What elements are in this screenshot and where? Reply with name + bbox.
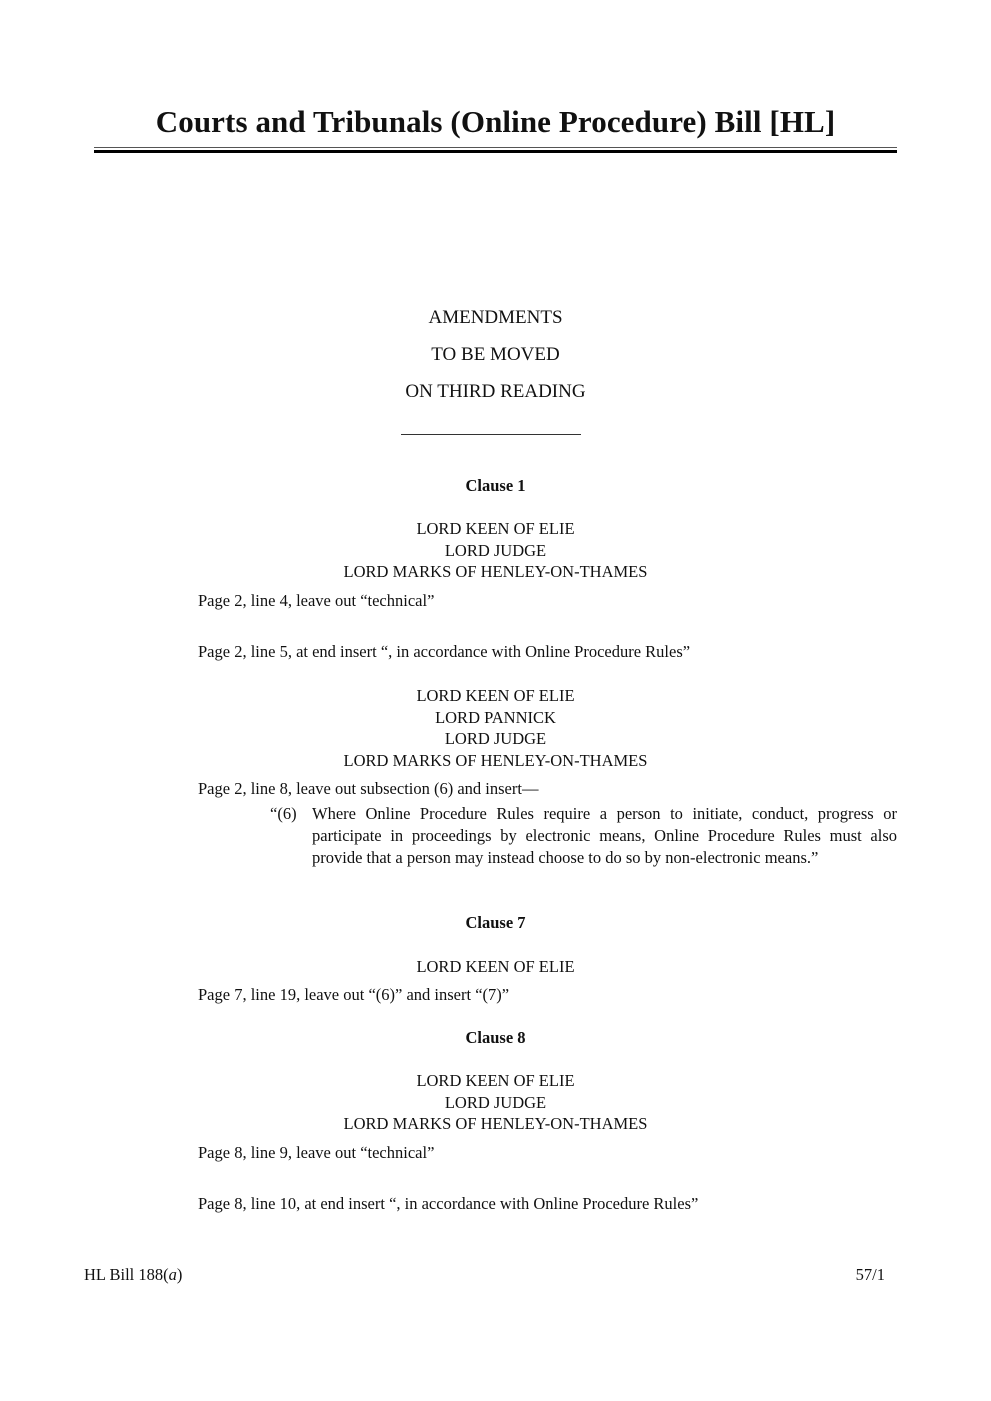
title-rule-thick: [94, 150, 897, 153]
sponsor-list: [94, 1070, 897, 1135]
sponsor-name: LORD KEEN OF ELIE: [416, 519, 575, 538]
document-title: Courts and Tribunals (Online Procedure) Bill [HL]: [155, 104, 836, 139]
sponsor-name: LORD KEEN OF ELIE: [416, 957, 575, 976]
sponsor-list: [94, 685, 897, 771]
heading-line-3: ON THIRD READING: [405, 381, 586, 402]
heading-divider: [401, 434, 581, 435]
inserted-subsection: [270, 803, 897, 869]
amendment-text: Page 2, line 8, leave out subsection (6) and insert—: [198, 779, 539, 798]
sponsor-list: [94, 518, 897, 583]
sponsor-list: [94, 956, 897, 978]
clause-heading: Clause 8: [465, 1028, 526, 1047]
sponsor-name: LORD PANNICK: [435, 707, 556, 727]
sponsor-name: LORD KEEN OF ELIE: [416, 1071, 575, 1090]
amendment-text: Page 7, line 19, leave out “(6)” and insert “(7)”: [198, 985, 510, 1004]
bill-reference: [84, 1265, 182, 1285]
amendment-text: Page 8, line 10, at end insert “, in accordance with Online Procedure Rules”: [198, 1194, 699, 1213]
amendment-text: Page 8, line 9, leave out “technical”: [198, 1143, 435, 1162]
bill-ref-prefix: HL Bill 188(: [84, 1265, 169, 1284]
sponsor-name: LORD MARKS OF HENLEY-ON-THAMES: [343, 562, 648, 581]
amendment-text: Page 2, line 4, leave out “technical”: [198, 591, 435, 610]
sponsor-name: LORD JUDGE: [444, 729, 547, 748]
subsection-number: “(6): [270, 804, 297, 823]
sponsor-name: LORD MARKS OF HENLEY-ON-THAMES: [343, 1114, 648, 1133]
bill-ref-suffix: ): [176, 1265, 183, 1284]
sponsor-name: LORD JUDGE: [444, 1092, 547, 1112]
clause-heading: Clause 7: [465, 913, 526, 932]
heading-line-2: TO BE MOVED: [431, 344, 560, 365]
clause-heading: Clause 1: [465, 476, 526, 495]
title-rule-thin: [94, 147, 897, 148]
page-reference: 57/1: [855, 1265, 885, 1284]
heading-line-1: AMENDMENTS: [428, 307, 563, 328]
sponsor-name: LORD MARKS OF HENLEY-ON-THAMES: [343, 750, 648, 770]
sponsor-name: LORD KEEN OF ELIE: [416, 686, 575, 705]
amendment-text: Page 2, line 5, at end insert “, in accordance with Online Procedure Rules”: [198, 642, 691, 661]
sponsor-name: LORD JUDGE: [444, 540, 547, 560]
bill-ref-italic: a: [168, 1265, 177, 1284]
subsection-text: Where Online Procedure Rules require a person to initiate, conduct, progress or participate in proceedings by electronic means, Online Procedure Rules must also provide that a person may instead choose to do so by non-electronic means.”: [312, 804, 897, 867]
